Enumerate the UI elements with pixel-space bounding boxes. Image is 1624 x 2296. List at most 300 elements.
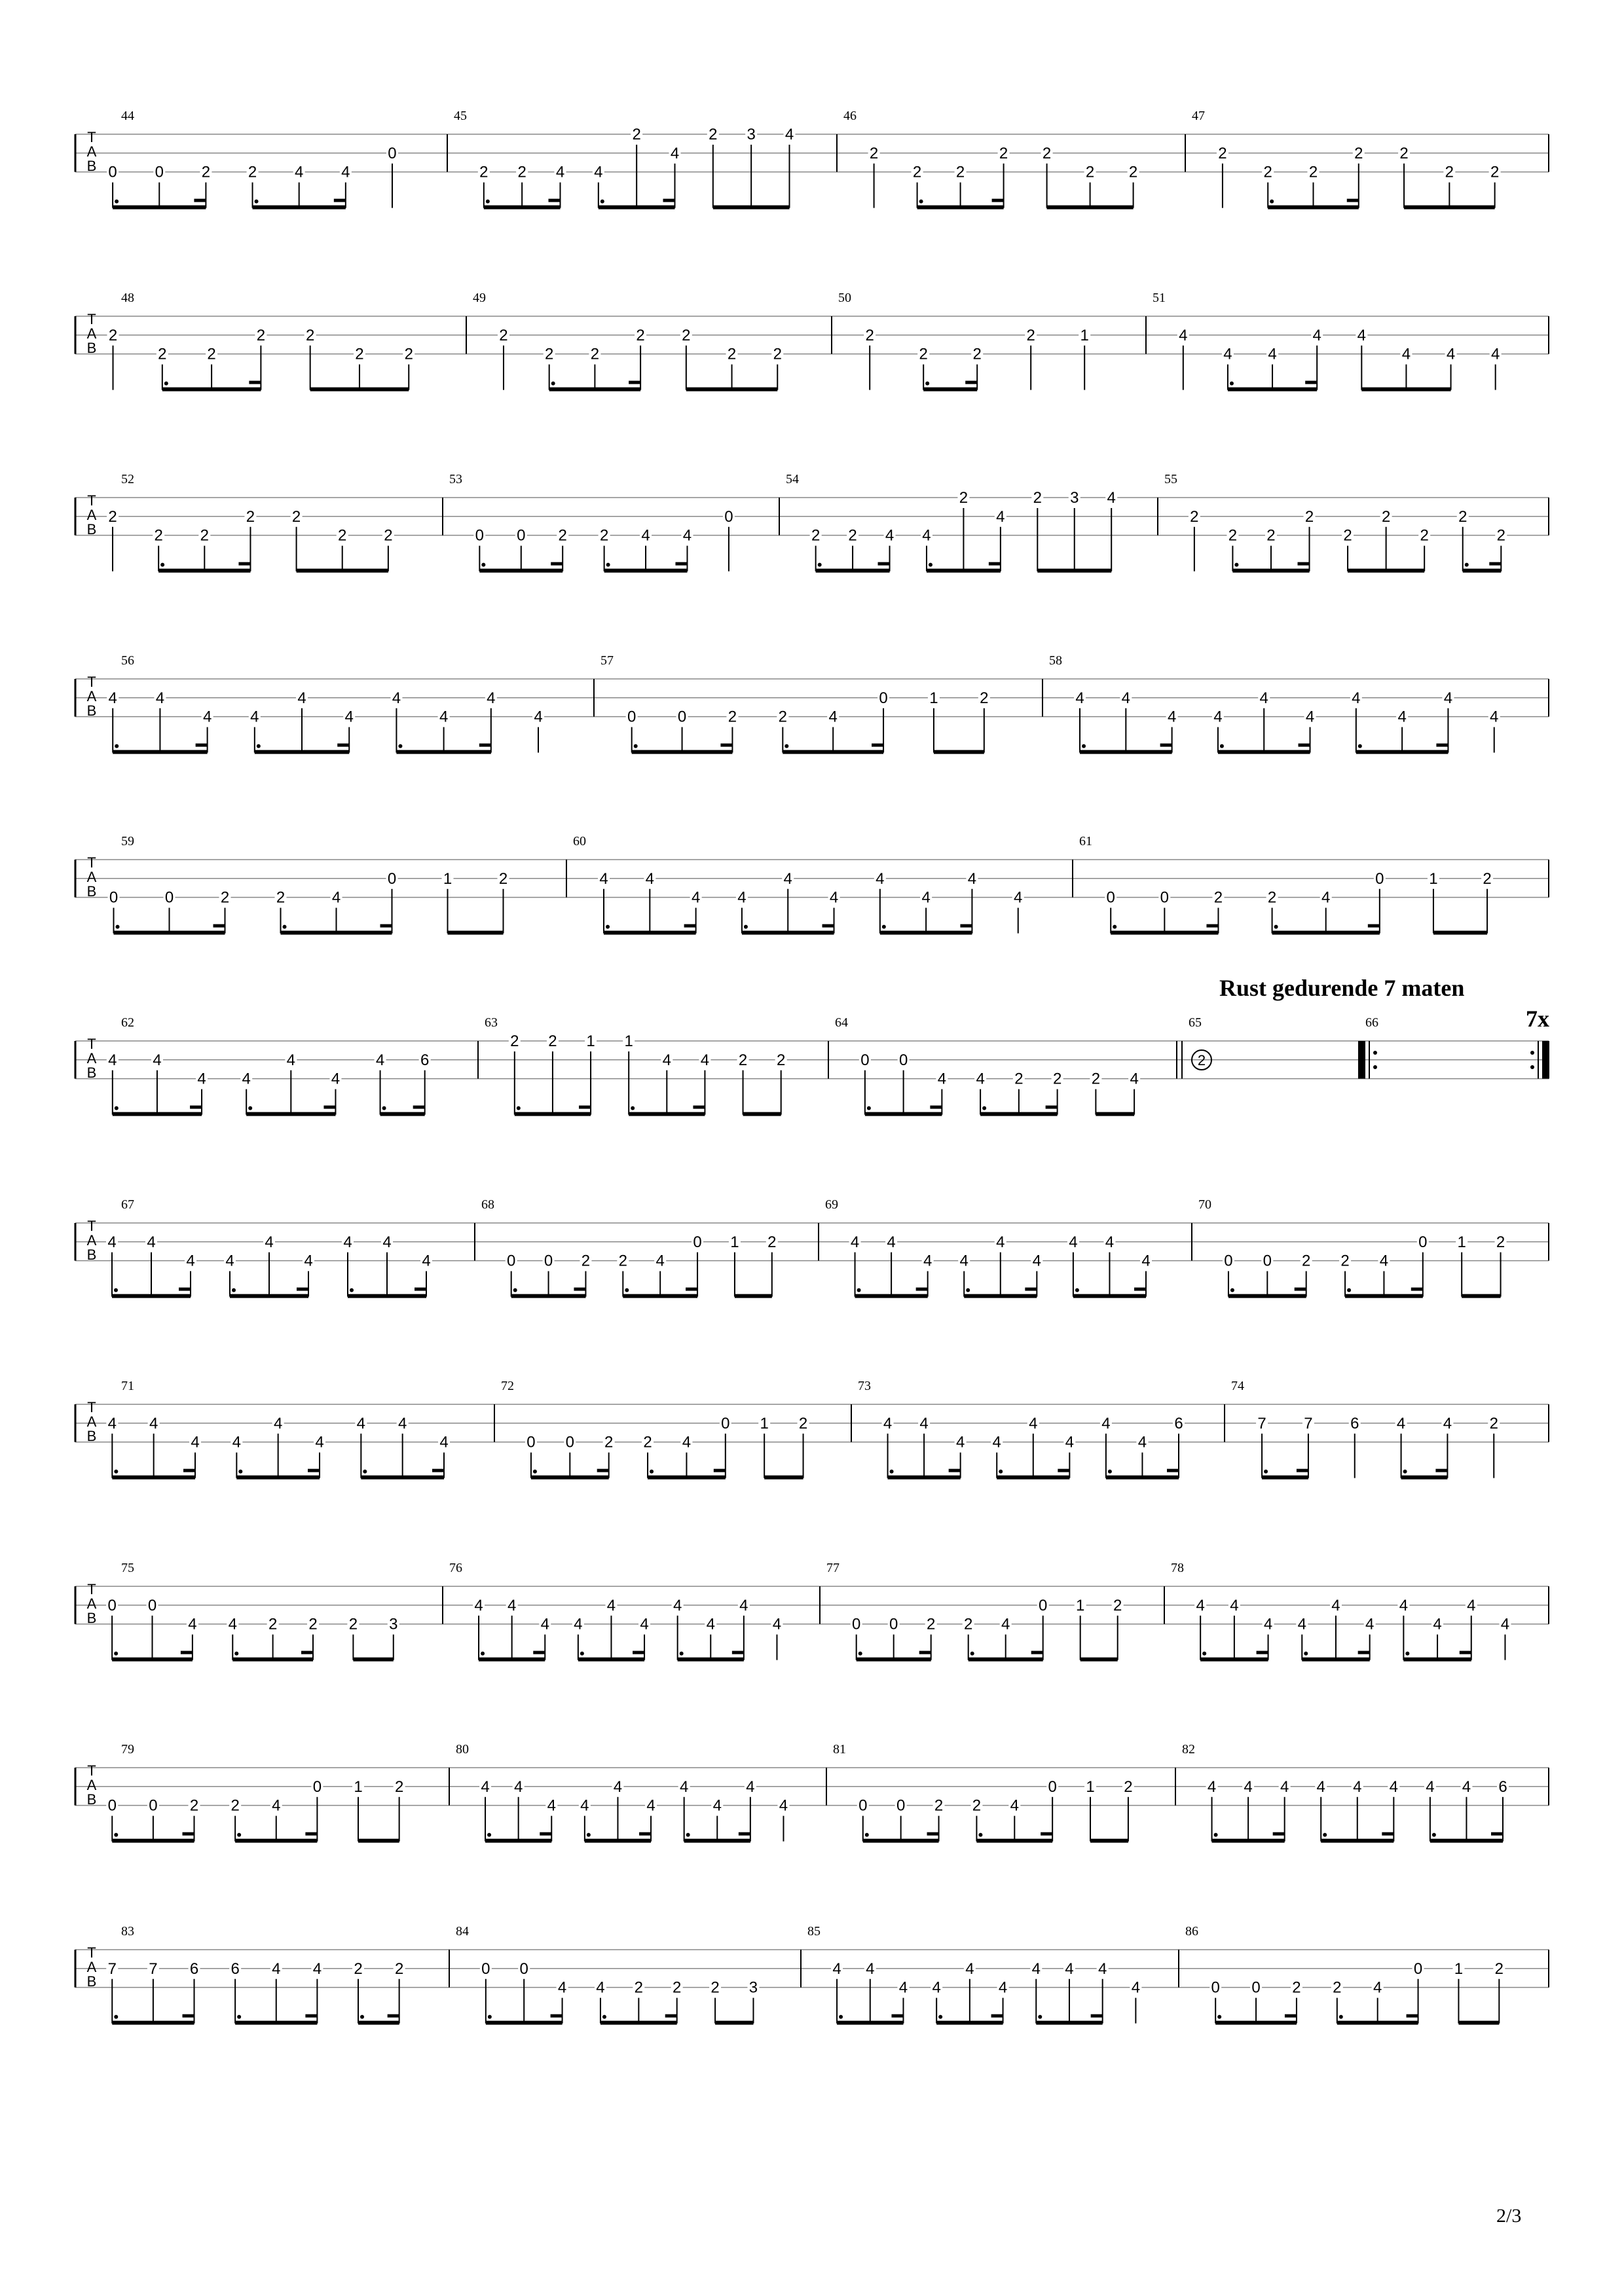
fret-number: 4 <box>1491 345 1500 363</box>
fret-number: 4 <box>932 1978 941 1997</box>
fret-number: 4 <box>1244 1777 1253 1796</box>
fret-number: 4 <box>596 1978 605 1997</box>
dot <box>970 1652 974 1656</box>
measure <box>1198 1197 1549 1298</box>
dot <box>784 744 788 748</box>
measure-number: 48 <box>121 291 134 305</box>
measure <box>838 291 1146 392</box>
beam-secondary <box>1411 1288 1423 1291</box>
fret-number: 2 <box>154 526 163 545</box>
beam <box>549 388 640 392</box>
fret-number: 4 <box>919 1414 929 1432</box>
beam-secondary <box>1160 744 1172 747</box>
fret-number: 4 <box>557 1978 567 1997</box>
beam-secondary <box>574 1288 585 1291</box>
fret-number: 2 <box>778 708 787 726</box>
fret-number: 2 <box>798 1414 808 1432</box>
fret-number: 2 <box>919 345 928 363</box>
fret-number: 4 <box>1396 1414 1406 1432</box>
fret-number: 4 <box>1105 1233 1115 1251</box>
tab-clef-letter: A <box>86 1050 97 1066</box>
beam-secondary <box>1091 2014 1103 2018</box>
dot <box>237 1833 241 1837</box>
tab-clef-letter: T <box>87 1218 96 1234</box>
fret-number: 4 <box>1373 1978 1382 1997</box>
tab-clef-letter: T <box>87 129 96 145</box>
measure <box>807 1924 1179 2025</box>
fret-number: 0 <box>896 1796 906 1815</box>
fret-number: 4 <box>272 1796 281 1815</box>
beam <box>1348 569 1424 573</box>
dot <box>1403 1470 1407 1474</box>
fret-number: 1 <box>1076 1596 1085 1614</box>
beam <box>114 931 225 935</box>
beam-secondary <box>1285 2014 1297 2018</box>
fret-number: 4 <box>1312 326 1321 344</box>
beam <box>1090 1839 1128 1843</box>
beam-secondary <box>633 1651 644 1654</box>
tab-system <box>75 1379 1549 1480</box>
beam <box>253 206 346 210</box>
measure-number: 76 <box>449 1561 462 1575</box>
fret-number: 2 <box>354 1959 363 1978</box>
beam-secondary <box>878 562 890 566</box>
tab-clef-letter: A <box>86 1595 97 1612</box>
fret-number: 4 <box>580 1796 589 1815</box>
fret-number: 4 <box>1029 1414 1038 1432</box>
dot <box>164 382 168 386</box>
fret-number: 2 <box>1091 1070 1101 1088</box>
fret-number: 4 <box>1065 1959 1074 1978</box>
fret-number: 7 <box>107 1959 117 1978</box>
fret-number: 4 <box>1467 1596 1476 1614</box>
beam <box>578 1658 644 1662</box>
beam-secondary <box>714 1469 726 1472</box>
fret-number: 4 <box>1167 708 1177 726</box>
measure <box>107 291 466 392</box>
fret-number: 2 <box>959 489 969 507</box>
beam <box>361 1476 444 1480</box>
fret-number: 0 <box>164 888 174 907</box>
fret-number: 4 <box>1075 689 1084 707</box>
measure <box>858 1379 1225 1480</box>
measure <box>106 1379 494 1480</box>
beam <box>604 931 696 935</box>
fret-number: 2 <box>1354 144 1363 162</box>
fret-number: 2 <box>673 1978 682 1997</box>
fret-number: 4 <box>784 126 794 143</box>
dot <box>398 744 402 748</box>
dot <box>580 1652 584 1656</box>
fret-number: 4 <box>1131 1978 1141 1997</box>
fret-number: 4 <box>1462 1777 1471 1796</box>
beam <box>684 1839 750 1843</box>
fret-number: 1 <box>443 869 452 888</box>
fret-number: 4 <box>439 1433 449 1451</box>
fret-number: 2 <box>108 507 117 526</box>
fret-number: 0 <box>107 1596 117 1614</box>
fret-number: 4 <box>356 1414 366 1432</box>
fret-number: 4 <box>474 1596 483 1614</box>
beam-secondary <box>183 2014 194 2018</box>
tab-clef-letter: T <box>87 1399 96 1415</box>
fret-number: 4 <box>375 1051 385 1069</box>
fret-number: 0 <box>388 144 397 162</box>
beam-secondary <box>181 1651 193 1654</box>
measure-number: 77 <box>826 1561 840 1575</box>
beam <box>604 569 688 573</box>
fret-number: 2 <box>510 1032 519 1050</box>
dot <box>1113 925 1116 929</box>
tab-clef-letter: B <box>86 521 97 538</box>
beam-secondary <box>992 199 1004 202</box>
fret-number: 4 <box>304 1252 313 1270</box>
fret-number: 1 <box>586 1032 595 1050</box>
beam-secondary <box>388 2014 399 2018</box>
fret-number: 2 <box>927 1615 936 1633</box>
measure <box>449 1561 820 1662</box>
beam <box>1337 2021 1418 2025</box>
beam <box>1262 1476 1308 1480</box>
tab-clef-letter: B <box>86 340 97 356</box>
beam-secondary <box>1058 1469 1069 1472</box>
fret-number: 2 <box>727 345 737 363</box>
fret-number: 4 <box>331 1070 341 1088</box>
beam-secondary <box>1358 1651 1370 1654</box>
fret-number: 2 <box>1445 163 1454 181</box>
measure-number: 78 <box>1171 1561 1184 1575</box>
fret-number: 2 <box>1052 1070 1062 1088</box>
fret-number: 4 <box>937 1070 947 1088</box>
tab-system <box>75 1197 1549 1298</box>
dot <box>1230 382 1234 386</box>
measure-number: 49 <box>473 291 486 305</box>
beam <box>997 1476 1069 1480</box>
measure <box>826 1561 1164 1662</box>
dot <box>1432 1833 1436 1837</box>
fret-number: 4 <box>1305 708 1315 726</box>
fret-number: 4 <box>225 1252 234 1270</box>
fret-number: 4 <box>1280 1777 1289 1796</box>
beam <box>112 1658 193 1662</box>
beam-secondary <box>739 1832 750 1836</box>
beam <box>255 750 349 754</box>
measure <box>449 472 779 573</box>
fret-number: 2 <box>158 345 167 363</box>
dot <box>858 1652 862 1656</box>
fret-number: 4 <box>1001 1615 1010 1633</box>
rest-measure-number: 2 <box>1197 1052 1206 1068</box>
fret-number: 2 <box>682 326 691 344</box>
beam <box>686 388 777 392</box>
fret-number: 2 <box>964 1615 973 1633</box>
fret-number: 0 <box>627 708 637 726</box>
fret-number: 2 <box>1014 1070 1024 1088</box>
beam-secondary <box>183 1469 195 1472</box>
measure <box>1079 834 1549 935</box>
fret-number: 0 <box>1413 1959 1423 1978</box>
beam <box>713 206 790 210</box>
measure-number: 60 <box>573 834 586 848</box>
fret-number: 2 <box>865 326 874 344</box>
fret-number: 4 <box>108 1051 117 1069</box>
dot <box>1075 1288 1079 1292</box>
fret-number: 4 <box>1130 1070 1139 1088</box>
dot <box>481 1652 485 1656</box>
dot <box>919 200 923 204</box>
beam <box>358 2021 399 2025</box>
beam <box>158 569 250 573</box>
beam-secondary <box>1167 1469 1179 1472</box>
measure-number: 45 <box>454 109 467 123</box>
beam-secondary <box>1491 1832 1503 1836</box>
fret-number: 1 <box>1457 1233 1466 1251</box>
beam-secondary <box>1436 744 1448 747</box>
beam-secondary <box>1257 1651 1268 1654</box>
fret-number: 2 <box>1263 163 1272 181</box>
beam <box>1272 931 1380 935</box>
tab-system <box>75 653 1549 754</box>
fret-number: 4 <box>641 526 650 545</box>
fret-number: 4 <box>682 1433 692 1451</box>
measure-number: 63 <box>485 1015 498 1030</box>
dot <box>818 563 822 567</box>
fret-number: 4 <box>1352 689 1361 707</box>
fret-number: 4 <box>1443 1414 1452 1432</box>
dot <box>114 2015 118 2019</box>
fret-number: 1 <box>1086 1777 1095 1796</box>
fret-number: 4 <box>439 708 449 726</box>
fret-number: 2 <box>777 1051 786 1069</box>
fret-number: 0 <box>693 1233 702 1251</box>
fret-number: 0 <box>1048 1777 1057 1796</box>
beam-secondary <box>891 2014 903 2018</box>
dot <box>634 744 638 748</box>
fret-number: 4 <box>959 1252 969 1270</box>
beam-secondary <box>305 1832 317 1836</box>
beam-secondary <box>927 1832 939 1836</box>
fret-number: 4 <box>295 163 304 181</box>
beam-secondary <box>1435 1469 1447 1472</box>
fret-number: 4 <box>1353 1777 1362 1796</box>
tab-system <box>75 1742 1549 1843</box>
measure-number: 62 <box>121 1015 134 1030</box>
beam <box>113 206 206 210</box>
fret-number: 4 <box>343 1233 352 1251</box>
dot <box>857 1288 861 1292</box>
beam <box>923 388 977 392</box>
fret-number: 2 <box>599 526 609 545</box>
beam-secondary <box>720 744 732 747</box>
fret-number: 4 <box>646 1796 655 1815</box>
fret-number: 4 <box>547 1796 556 1815</box>
measure <box>485 1015 828 1116</box>
fret-number: 4 <box>850 1233 860 1251</box>
measure <box>107 653 594 754</box>
fret-number: 1 <box>1080 326 1089 344</box>
beam <box>486 2021 563 2025</box>
beam <box>112 2021 194 2025</box>
beam-secondary <box>1299 744 1310 747</box>
beam-secondary <box>1368 924 1380 928</box>
fret-number: 4 <box>599 869 608 888</box>
fret-number: 0 <box>879 689 888 707</box>
fret-number: 2 <box>394 1777 404 1796</box>
fret-number: 4 <box>1107 489 1116 507</box>
fret-number: 2 <box>517 163 526 181</box>
beam-secondary <box>579 1106 591 1109</box>
measure <box>456 1742 826 1843</box>
repeat-count: 7x <box>1526 1006 1549 1032</box>
fret-number: 2 <box>912 163 922 181</box>
beam-secondary <box>732 1651 744 1654</box>
fret-number: 0 <box>1106 888 1115 907</box>
fret-number: 4 <box>828 708 838 726</box>
measure-number: 51 <box>1153 291 1166 305</box>
fret-number: 4 <box>1268 345 1277 363</box>
beam <box>888 1476 961 1480</box>
dot <box>890 1470 894 1474</box>
dot <box>1405 1652 1409 1656</box>
measure <box>501 1379 851 1480</box>
beam-secondary <box>1041 1832 1052 1836</box>
fret-number: 4 <box>746 1777 755 1796</box>
dot <box>1214 1833 1218 1837</box>
fret-number: 2 <box>338 526 347 545</box>
fret-number: 4 <box>673 1596 682 1614</box>
fret-number: 4 <box>1101 1414 1111 1432</box>
beam <box>1404 206 1495 210</box>
fret-number: 4 <box>655 1252 665 1270</box>
fret-number: 4 <box>898 1978 908 1997</box>
dot <box>680 1652 684 1656</box>
beam-secondary <box>597 1469 609 1472</box>
fret-number: 2 <box>394 1959 404 1978</box>
dot <box>255 200 259 204</box>
fret-number: 4 <box>1263 1615 1273 1633</box>
beam <box>969 1658 1043 1662</box>
beam <box>380 1112 425 1116</box>
fret-number: 2 <box>200 526 209 545</box>
measure <box>600 653 1043 754</box>
dot <box>237 2015 241 2019</box>
fret-number: 1 <box>760 1414 769 1432</box>
beam <box>113 750 207 754</box>
fret-number: 4 <box>1196 1596 1205 1614</box>
dot <box>744 925 748 929</box>
dot <box>867 1106 871 1110</box>
fret-number: 4 <box>188 1615 197 1633</box>
fret-number: 2 <box>980 689 989 707</box>
measure <box>1231 1379 1549 1480</box>
fret-number: 2 <box>636 326 645 344</box>
fret-number: 4 <box>1401 345 1411 363</box>
fret-number: 4 <box>772 1615 782 1633</box>
fret-number: 4 <box>534 708 543 726</box>
beam <box>1080 1658 1118 1662</box>
measure-number: 85 <box>807 1924 821 1939</box>
fret-number: 4 <box>107 1414 117 1432</box>
beam <box>1036 2021 1102 2025</box>
dot <box>360 2015 364 2019</box>
measure-number: 69 <box>825 1197 838 1212</box>
fret-number: 0 <box>860 1051 870 1069</box>
measure-number: 67 <box>121 1197 134 1212</box>
fret-number: 7 <box>1257 1414 1266 1432</box>
fret-number: 2 <box>710 1978 720 1997</box>
beam <box>297 569 388 573</box>
beam <box>1212 1839 1285 1843</box>
beam <box>232 1658 313 1662</box>
fret-number: 4 <box>272 1959 281 1978</box>
dot <box>1323 1833 1327 1837</box>
fret-number: 4 <box>1331 1596 1340 1614</box>
beam-secondary <box>432 1469 444 1472</box>
fret-number: 2 <box>1267 888 1277 907</box>
tab-clef-letter: B <box>86 1973 97 1990</box>
beam <box>1218 750 1310 754</box>
measure <box>1171 1561 1549 1662</box>
tab-clef-letter: A <box>86 869 97 885</box>
fret-number: 4 <box>273 1414 283 1432</box>
beam <box>485 1839 551 1843</box>
fret-number: 4 <box>422 1252 431 1270</box>
beam <box>1111 931 1218 935</box>
fret-number: 4 <box>967 869 977 888</box>
fret-number: 4 <box>992 1433 1001 1451</box>
fret-number: 0 <box>565 1433 574 1451</box>
beam-secondary <box>308 1469 320 1472</box>
dot <box>999 1470 1003 1474</box>
beam <box>735 1294 772 1298</box>
tab-clef-letter: A <box>86 1413 97 1430</box>
tab-system <box>75 834 1549 935</box>
tab-clef-letter: T <box>87 492 96 509</box>
measure <box>835 1015 1182 1116</box>
fret-number: 0 <box>108 163 117 181</box>
fret-number: 3 <box>747 126 756 143</box>
dot <box>1465 563 1469 567</box>
beam <box>1430 1839 1503 1843</box>
fret-number: 4 <box>1032 1252 1042 1270</box>
tab-clef-letter: T <box>87 1762 96 1779</box>
dot <box>1358 744 1362 748</box>
measure <box>1177 1015 1359 1079</box>
dot <box>1202 1652 1206 1656</box>
measure-number: 84 <box>456 1924 469 1939</box>
beam <box>281 931 392 935</box>
measure <box>573 834 1073 935</box>
measure <box>454 109 837 210</box>
beam <box>976 1839 1052 1843</box>
fret-number: 2 <box>1496 526 1505 545</box>
fret-number: 2 <box>1113 1596 1122 1614</box>
measure <box>825 1197 1192 1298</box>
repeat-dot <box>1373 1065 1377 1069</box>
fret-number: 3 <box>389 1615 398 1633</box>
fret-number: 4 <box>392 689 401 707</box>
beam-secondary <box>1382 1832 1393 1836</box>
beam <box>880 931 972 935</box>
repeat-dot <box>1530 1065 1534 1069</box>
fret-number: 4 <box>507 1596 517 1614</box>
fret-number: 4 <box>1069 1233 1078 1251</box>
measure <box>106 1742 449 1843</box>
beam <box>479 569 563 573</box>
beam <box>783 750 883 754</box>
beam-secondary <box>549 199 561 202</box>
tab-clef-letter: T <box>87 854 96 871</box>
